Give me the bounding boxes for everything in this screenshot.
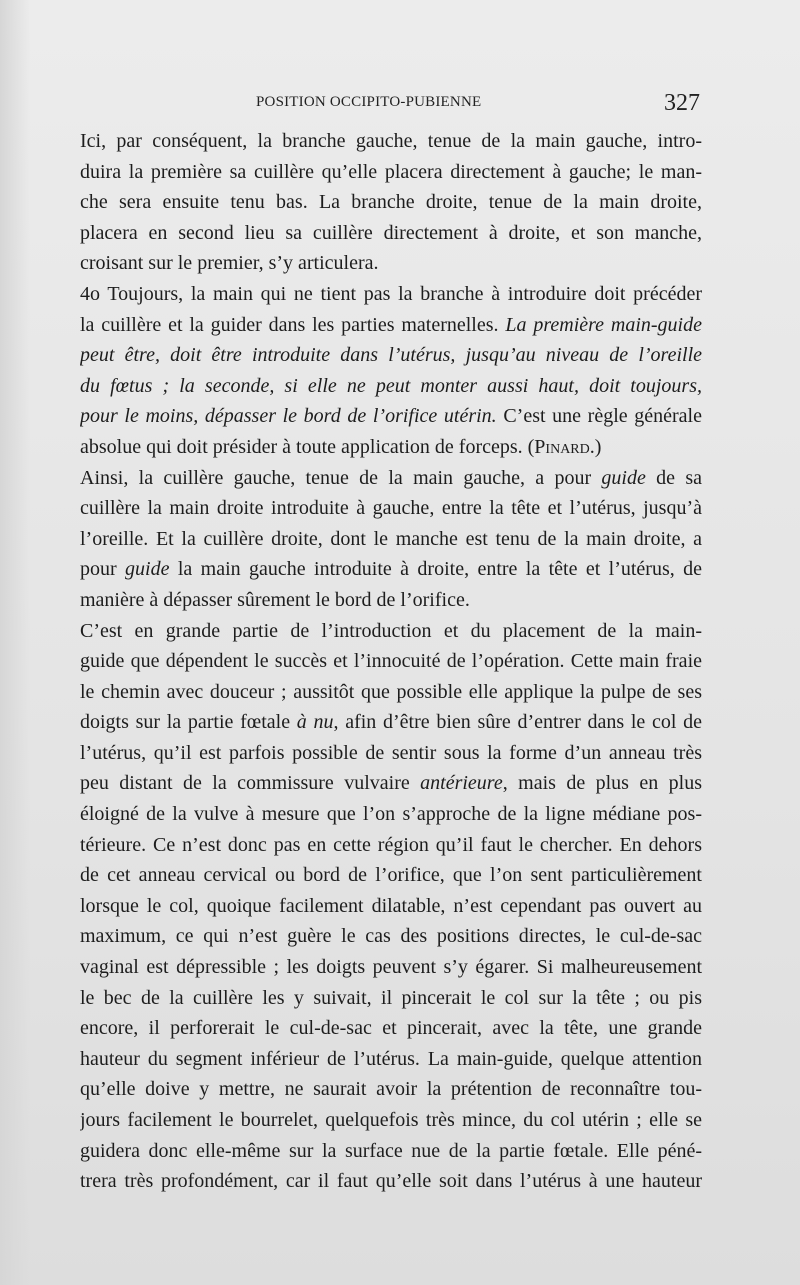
text-segment: absolue qui doit présider à toute application de forceps. ( <box>80 435 535 458</box>
italic-text: pour le moins, dépasser le bord de l’orifice utérin. <box>80 405 497 428</box>
running-title: POSITION OCCIPITO-PUBIENNE <box>256 94 482 110</box>
text-segment: doigts sur la partie fœtale <box>80 711 297 734</box>
text-segment: pour <box>80 558 126 581</box>
text-line <box>80 493 702 524</box>
page-header <box>80 90 700 120</box>
text-line <box>80 768 702 799</box>
text-line <box>80 860 702 891</box>
text-line <box>80 952 702 983</box>
text-segment: trera très profondément, car il faut qu’elle soit dans l’utérus à une hauteur <box>80 1170 702 1193</box>
text-segment: , afin d’être bien sûre d’entrer dans le col de <box>333 711 702 734</box>
text-segment: 4o Toujours, la main qui ne tient pas la branche à introduire doit précéder <box>80 282 702 305</box>
text-line <box>80 310 702 341</box>
text-line <box>80 616 702 647</box>
text-segment: vaginal est dépressible ; les doigts peuvent s’y égarer. Si malheureusement <box>80 956 702 979</box>
text-line <box>80 371 702 402</box>
text-line <box>80 401 702 432</box>
text-segment: éloigné de la vulve à mesure que l’on s’approche de la ligne médiane pos- <box>80 803 702 826</box>
italic-text: guide <box>125 558 170 581</box>
text-line <box>80 1074 702 1105</box>
text-segment: hauteur du segment inférieur de l’utérus. La main-guide, quelque attention <box>80 1047 702 1070</box>
text-segment: Ainsi, la cuillère gauche, tenue de la main gauche, a pour <box>80 466 602 489</box>
italic-text: antérieure <box>420 772 503 795</box>
italic-text: guide <box>601 466 646 489</box>
text-segment: C’est en grande partie de l’introduction et du placement de la main- <box>80 619 702 642</box>
text-line <box>80 463 702 494</box>
page-number: 327 <box>664 90 700 116</box>
text-line <box>80 1013 702 1044</box>
text-line <box>80 218 702 249</box>
text-segment: duira la première sa cuillère qu’elle placera directement à gauche; le man- <box>80 160 702 183</box>
text-line <box>80 554 702 585</box>
text-segment: .) <box>589 435 602 458</box>
text-line <box>80 738 702 769</box>
italic-text: à nu <box>296 711 334 734</box>
text-line <box>80 432 702 463</box>
text-line <box>80 677 702 708</box>
text-segment: la cuillère et la guider dans les parties maternelles. <box>80 313 506 336</box>
text-segment: croisant sur le premier, s’y articulera. <box>80 252 379 275</box>
text-line <box>80 1166 702 1197</box>
text-line <box>80 646 702 677</box>
text-segment: che sera ensuite tenu bas. La branche droite, tenue de la main droite, <box>80 191 702 214</box>
italic-text: du fœtus ; la seconde, si elle ne peut monter aussi haut, doit toujours, <box>80 374 702 397</box>
text-segment: guidera donc elle-même sur la surface nue de la partie fœtale. Elle péné- <box>80 1139 702 1162</box>
text-segment: placera en second lieu sa cuillère directement à droite, et son manche, <box>80 221 702 244</box>
text-line <box>80 1136 702 1167</box>
text-line <box>80 1044 702 1075</box>
italic-text: La première main-guide <box>505 313 702 336</box>
text-segment: , mais de plus en plus <box>502 772 702 795</box>
italic-text: peut être, doit être introduite dans l’utérus, jusqu’au niveau de l’oreille <box>80 344 702 367</box>
text-segment: maximum, ce qui n’est guère le cas des positions directes, le cul-de-sac <box>80 925 702 948</box>
text-segment: lorsque le col, quoique facilement dilatable, n’est cependant pas ouvert au <box>80 894 702 917</box>
author-name: Pinard <box>534 435 590 458</box>
text-segment: l’utérus, qu’il est parfois possible de sentir sous la forme d’un anneau très <box>80 741 702 764</box>
text-line <box>80 524 702 555</box>
text-segment: qu’elle doive y mettre, ne saurait avoir la prétention de reconnaître tou- <box>80 1078 702 1101</box>
text-line <box>80 921 702 952</box>
text-line <box>80 707 702 738</box>
text-segment: l’oreille. Et la cuillère droite, dont le manche est tenu de la main droite, a <box>80 527 702 550</box>
text-line <box>80 248 702 279</box>
text-segment: la main gauche introduite à droite, entre la tête et l’utérus, de <box>169 558 702 581</box>
body-text <box>80 126 702 1197</box>
text-line <box>80 799 702 830</box>
text-segment: le bec de la cuillère les y suivait, il pincerait le col sur la tête ; ou pis <box>80 986 702 1009</box>
text-segment: C’est une règle générale <box>496 405 702 428</box>
text-line <box>80 340 702 371</box>
text-line <box>80 830 702 861</box>
text-segment: le chemin avec douceur ; aussitôt que possible elle applique la pulpe de ses <box>80 680 702 703</box>
text-segment: jours facilement le bourrelet, quelquefois très mince, du col utérin ; elle se <box>80 1109 702 1131</box>
text-segment: peu distant de la commissure vulvaire <box>80 772 421 795</box>
text-line <box>80 891 702 922</box>
text-line <box>80 157 702 188</box>
text-segment: de cet anneau cervical ou bord de l’orifice, que l’on sent particulièrement <box>80 864 702 887</box>
text-line <box>80 585 702 616</box>
text-line <box>80 279 702 310</box>
text-segment: manière à dépasser sûrement le bord de l’orifice. <box>80 588 470 611</box>
text-segment: cuillère la main droite introduite à gauche, entre la tête et l’utérus, jusqu’à <box>80 497 702 520</box>
text-line <box>80 1105 702 1136</box>
text-segment: encore, il perforerait le cul-de-sac et pincerait, avec la tête, une grande <box>80 1017 702 1040</box>
text-line <box>80 126 702 157</box>
text-segment: guide que dépendent le succès et l’innocuité de l’opération. Cette main fraie <box>80 650 702 673</box>
text-segment: térieure. Ce n’est donc pas en cette région qu’il faut le chercher. En dehors <box>80 833 702 856</box>
text-segment: de sa <box>645 466 702 489</box>
text-line <box>80 187 702 218</box>
text-line <box>80 983 702 1014</box>
text-segment: Ici, par conséquent, la branche gauche, tenue de la main gauche, intro- <box>80 130 702 152</box>
